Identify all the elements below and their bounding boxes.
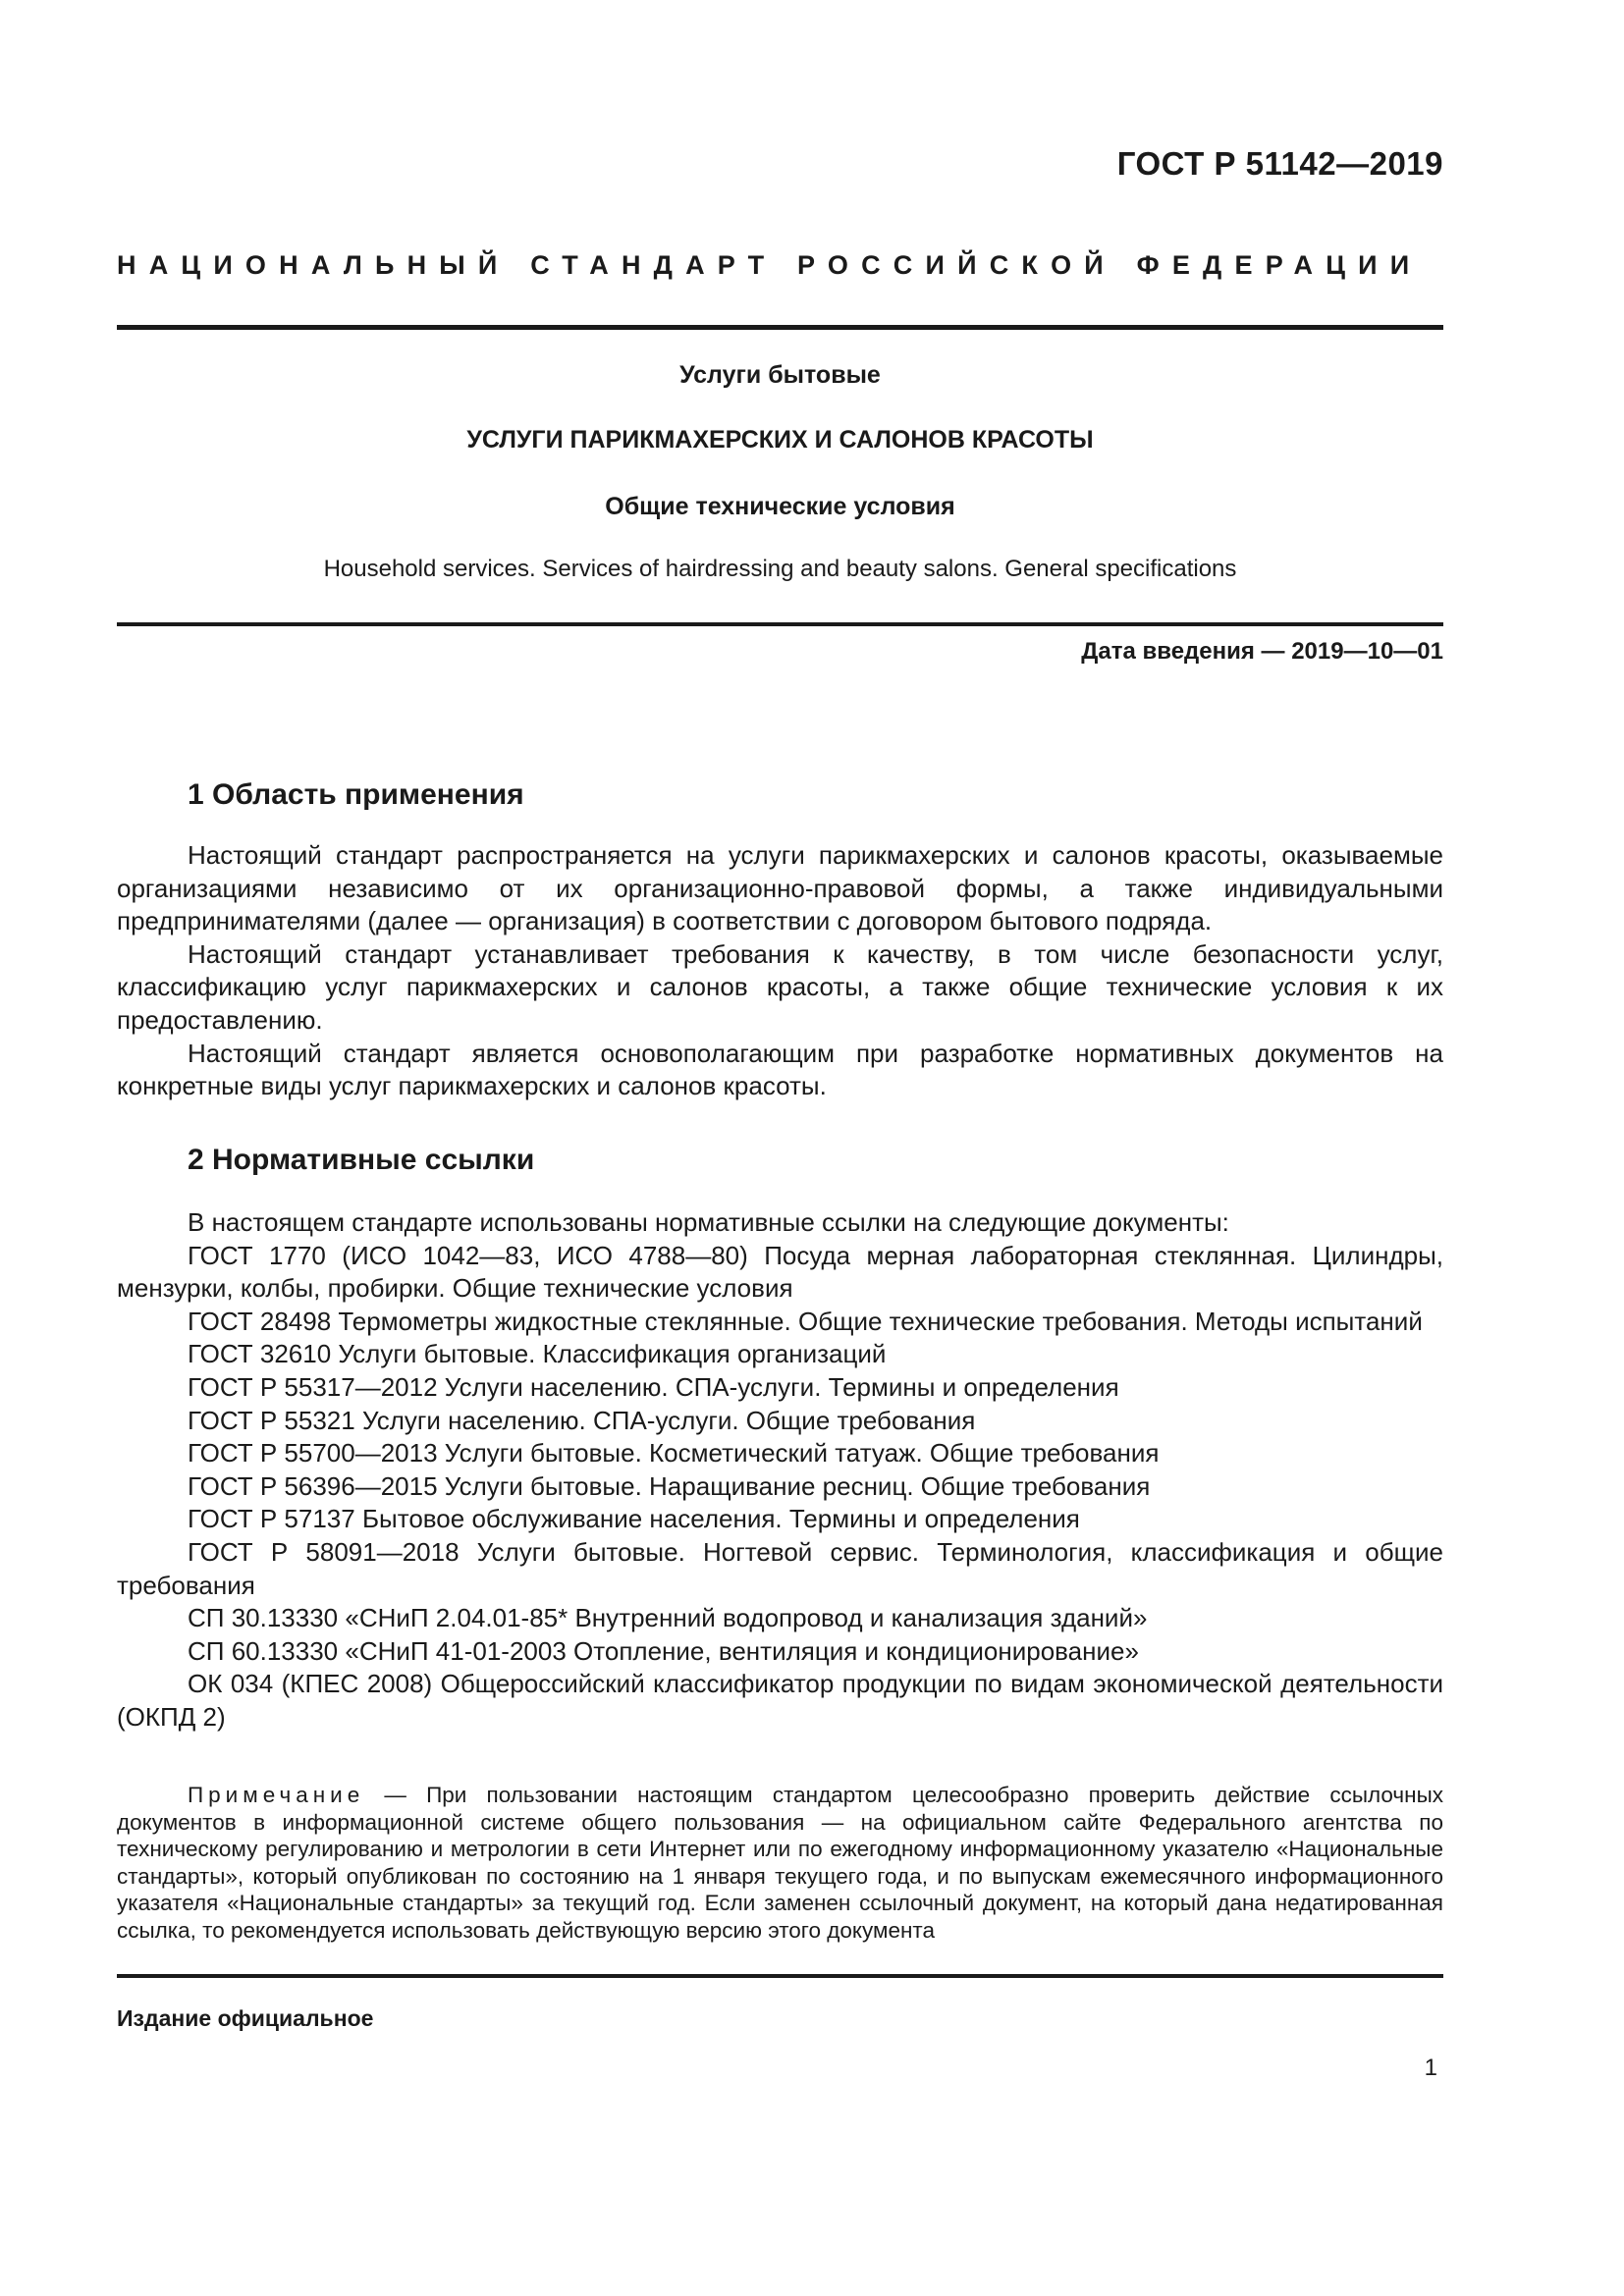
reference-item: ГОСТ Р 55321 Услуги населению. СПА-услуги. Общие требования [188,1405,976,1435]
standard-title: УСЛУГИ ПАРИКМАХЕРСКИХ И САЛОНОВ КРАСОТЫ [466,426,1094,454]
national-standard-header: НАЦИОНАЛЬНЫЙ СТАНДАРТ РОССИЙСКОЙ ФЕДЕРАЦИИ [117,250,1423,280]
page-number: 1 [1424,2055,1437,2081]
reference-item: СП 30.13330 «СНиП 2.04.01-85* Внутренний водопровод и канализация зданий» [188,1603,1148,1633]
paragraph: Настоящий стандарт устанавливает требования к качеству, в том числе безопасности услуг, классификацию услуг парикмахерских и салонов красоты, а также общие технические условия к их предоставлению. [117,938,1443,1035]
reference-item: ГОСТ Р 55700—2013 Услуги бытовые. Косметический татуаж. Общие требования [188,1438,1160,1468]
reference-item: ГОСТ 32610 Услуги бытовые. Классификация организаций [188,1339,887,1369]
standard-subtitle: Общие технические условия [605,493,955,520]
paragraph: Настоящий стандарт является основополагающим при разработке нормативных документов на конкретные виды услуг парикмахерских и салонов красоты. [117,1038,1443,1101]
header-divider [117,325,1443,330]
section-heading-scope: 1 Область применения [188,778,524,811]
reference-item: ГОСТ Р 55317—2012 Услуги населению. СПА-услуги. Термины и определения [188,1371,1119,1402]
introduction-date: Дата введения — 2019—10—01 [1081,638,1443,665]
note [117,1782,1443,1944]
note-label: Примечание [188,1783,365,1807]
section-body-references [117,1206,1443,1735]
reference-item: СП 60.13330 «СНиП 41-01-2003 Отопление, вентиляция и кондиционирование» [188,1635,1139,1666]
english-title: Household services. Services of hairdressing and beauty salons. General specifications [323,556,1237,582]
title-divider [117,622,1443,626]
paragraph: Настоящий стандарт распространяется на услуги парикмахерских и салонов красоты, оказываемые организациями независимо от их организационно-правовой формы, а также индивидуальными предпринимателями (далее — организация) в соответствии с договором бытового подряда. [117,840,1443,936]
reference-item: ГОСТ 1770 (ИСО 1042—83, ИСО 4788—80) Посуда мерная лабораторная стеклянная. Цилиндры, мензурки, колбы, пробирки. Общие технические условия [117,1240,1443,1304]
reference-item: ГОСТ Р 56396—2015 Услуги бытовые. Наращивание ресниц. Общие требования [188,1470,1151,1501]
paragraph: В настоящем стандарте использованы нормативные ссылки на следующие документы: [188,1207,1229,1237]
section-body-scope [117,839,1443,1103]
official-edition-label: Издание официальное [117,2005,374,2031]
document-number: ГОСТ Р 51142—2019 [1116,145,1443,182]
reference-item: ГОСТ Р 57137 Бытовое обслуживание населения. Термины и определения [188,1504,1080,1534]
note-text: — При пользовании настоящим стандартом целесообразно проверить действие ссылочных документов в информационной системе общего пользования — на официальном сайте Федерального агентства по техническому регулированию и метрологии в сети Интернет или по ежегодному информационному указателю «Национальные стандарты», который опубликован по состоянию на 1 января текущего года, и по выпускам ежемесячного информационного указателя «Национальные стандарты» за текущий год. Если заменен ссылочный документ, на который дана недатированная ссылка, то рекомендуется использовать действующую версию этого документа [117,1783,1443,1943]
reference-item: ГОСТ 28498 Термометры жидкостные стеклянные. Общие технические требования. Методы испытаний [188,1306,1423,1336]
document-page [117,0,1443,2296]
reference-item: ОК 034 (КПЕС 2008) Общероссийский классификатор продукции по видам экономической деятельности (ОКПД 2) [117,1669,1443,1732]
section-heading-references: 2 Нормативные ссылки [188,1144,535,1176]
standard-category: Услуги бытовые [679,361,881,389]
reference-item: ГОСТ Р 58091—2018 Услуги бытовые. Ногтевой сервис. Терминология, классификация и общие требования [117,1536,1443,1600]
footer-divider [117,1974,1443,1978]
